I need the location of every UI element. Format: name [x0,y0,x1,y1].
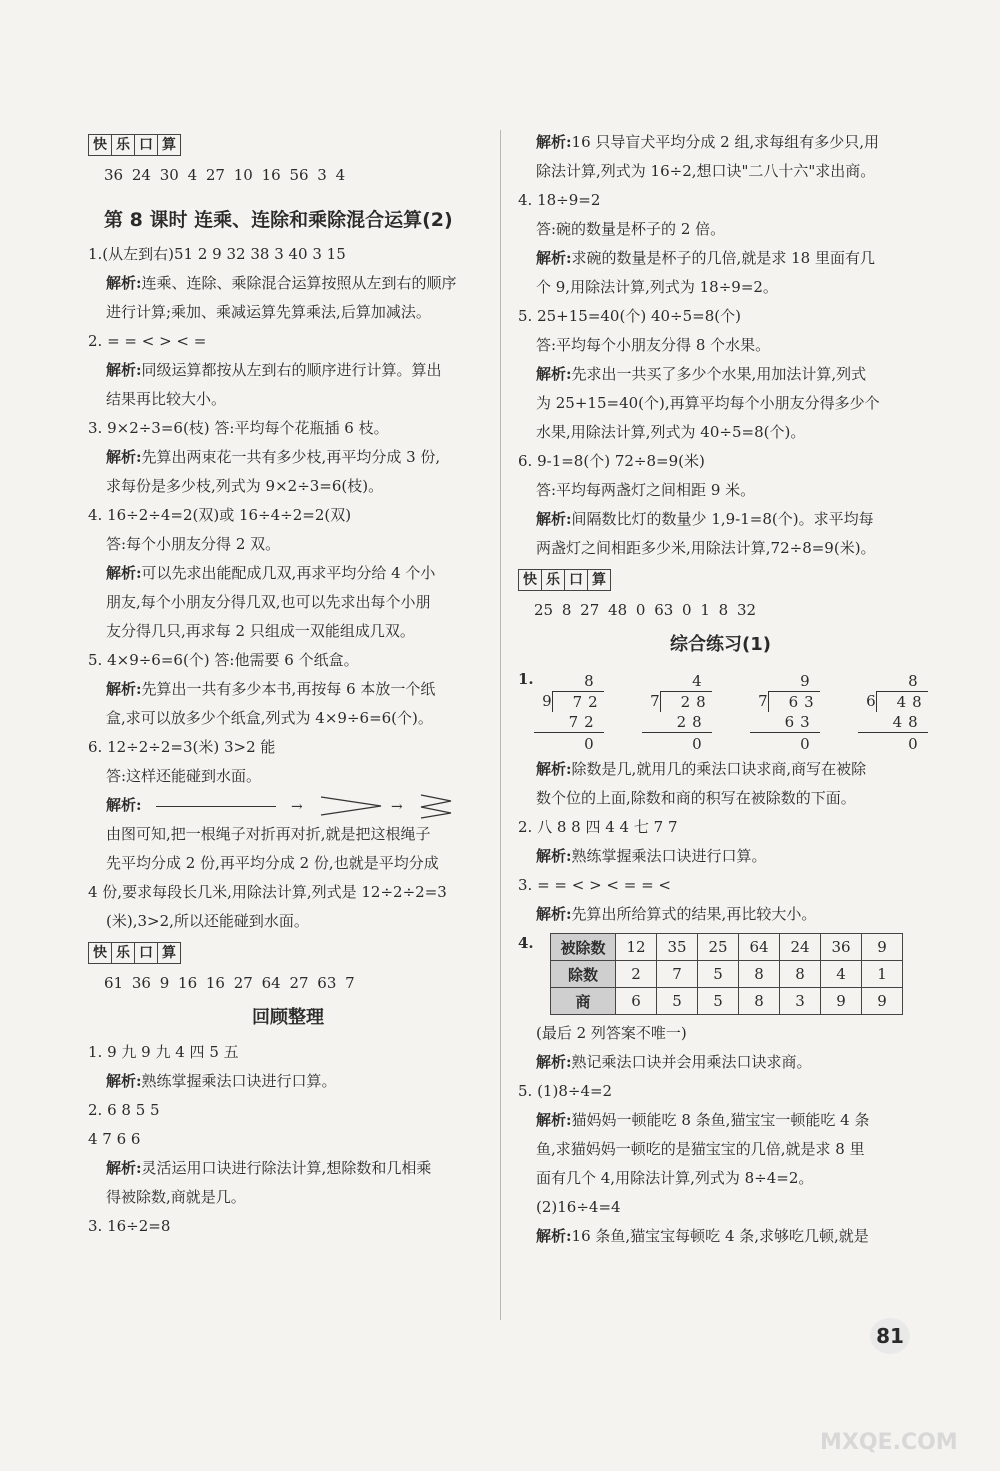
folded-rope-icon [291,793,461,819]
division-bracket [858,691,928,712]
table-cell: 12 [616,934,657,961]
answer-line: 数个位的上面,除数和商的积写在被除数的下面。 [536,789,856,807]
answer-line: 1. 9 九 9 九 4 四 5 五 [88,1043,239,1061]
answer-line: 5. 25+15=40(个) 40÷5=8(个) [518,307,741,325]
divisor: 9 [542,692,552,710]
jiexi-label: 解析: [536,133,572,151]
kuaile-char: 口 [135,943,158,963]
jiexi-label: 解析: [536,905,572,923]
quotient: 8 [584,672,594,690]
table-cell: 5 [698,988,739,1015]
table-row [551,934,903,961]
kuaile-char: 快 [519,570,542,590]
rope-line [156,806,276,807]
kuaile-kousuan-box [518,569,611,591]
division-table [550,933,903,1015]
answer-block [88,240,488,791]
answer-numbers: 25 8 27 48 0 63 0 1 8 32 [534,601,757,619]
division-bracket [642,691,712,712]
right-column [518,128,928,1251]
table-cell: 8 [780,961,821,988]
remainder: 0 [584,735,594,753]
jiexi-label: 解析: [106,564,142,582]
long-division [858,671,928,755]
division-bracket [750,691,820,712]
dividend: 63 [768,691,820,712]
answer-line: 3. 16÷2=8 [88,1217,171,1235]
answer-line: 4. 18÷9=2 [518,191,601,209]
answer-line: 4 份,要求每段长几米,用除法计算,列式是 12÷2÷2=3 [88,883,447,901]
jiexi-label: 解析: [106,1159,142,1177]
answer-block [88,1038,488,1241]
jiexi-label: 解析: [536,1111,572,1129]
table-cell: 25 [698,934,739,961]
answer-numbers: 36 24 30 4 27 10 16 56 3 4 [104,166,346,184]
answer-line: 答:平均每两盏灯之间相距 9 米。 [536,481,756,499]
answer-line: 解析:16 只导盲犬平均分成 2 组,求每组有多少只,用 [536,133,880,151]
question-label: 4. [518,934,534,952]
answer-block [518,1019,923,1251]
long-division [642,671,712,755]
answer-line: 解析:熟练掌握乘法口诀进行口算。 [536,847,767,865]
answer-line: 解析:先算出所给算式的结果,再比较大小。 [536,905,817,923]
answer-numbers: 61 36 9 16 16 27 64 27 63 7 [104,974,355,992]
answer-line: 答:平均每个小朋友分得 8 个水果。 [536,336,771,354]
answer-line: 答:碗的数量是杯子的 2 倍。 [536,220,726,238]
answer-line: 朋友,每个小朋友分得几双,也可以先求出每个小朋 [106,593,431,611]
kuaile-char: 快 [89,943,112,963]
kuaile-char: 算 [592,572,606,588]
quotient: 8 [908,672,918,690]
remainder: 0 [692,735,702,753]
answer-line: 答:这样还能碰到水面。 [106,767,262,785]
answer-block [88,820,488,936]
divisor: 6 [866,692,876,710]
kuaile-char: 口 [565,570,588,590]
answer-line: 3. = = < > < = = < [518,876,672,894]
dividend: 72 [552,691,604,712]
table-row [551,988,903,1015]
answer-line: 求每份是多少枝,列式为 9×2÷3=6(枝)。 [106,477,384,495]
table-cell: 9 [862,988,903,1015]
division-bracket [534,691,604,712]
long-division [534,671,604,755]
jiexi-label: 解析: [106,448,142,466]
dividend: 48 [876,691,928,712]
table-cell: 36 [821,934,862,961]
jiexi-label: 解析: [536,510,572,528]
long-division-row [518,665,928,755]
kuaile-char: 口 [135,135,158,155]
answer-line: 解析:可以先求出能配成几双,再求平均分给 4 个小 [106,564,436,582]
divisor: 7 [650,692,660,710]
quotient: 9 [800,672,810,690]
product: 28 [642,712,712,733]
section-title: 回顾整理 [252,1007,324,1028]
table-cell: 8 [739,961,780,988]
remainder: 0 [800,735,810,753]
answer-line: 解析:先算出一共有多少本书,再按每 6 本放一个纸 [106,680,436,698]
divisor: 7 [758,692,768,710]
section-title: 综合练习(1) [670,634,771,655]
left-column [88,128,488,1241]
answer-line: 4. 16÷2÷4=2(双)或 16÷4÷2=2(双) [88,506,352,524]
answer-line: 解析:先求出一共买了多少个水果,用加法计算,列式 [536,365,867,383]
jiexi-label: 解析: [106,680,142,698]
answer-line: 面有几个 4,用除法计算,列式为 8÷4=2。 [536,1169,814,1187]
product: 63 [750,712,820,733]
answer-line: (最后 2 列答案不唯一) [536,1024,687,1042]
table-cell: 4 [821,961,862,988]
answer-line: 6. 12÷2÷2=3(米) 3>2 能 [88,738,276,756]
kuaile-kousuan-box [88,942,181,964]
table-cell: 24 [780,934,821,961]
svg-text:→: → [391,799,403,815]
long-division [750,671,820,755]
answer-line: 3. 9×2÷3=6(枝) 答:平均每个花瓶插 6 枝。 [88,419,389,437]
table-cell: 6 [616,988,657,1015]
answer-line: 2. = = < > < = [88,332,207,350]
answer-line: 解析:灵活运用口诀进行除法计算,想除数和几相乘 [106,1159,432,1177]
answer-block [518,128,923,563]
watermark: MXQE.COM [820,1430,958,1455]
answer-line: 鱼,求猫妈妈一顿吃的是猫宝宝的几倍,就是求 8 里 [536,1140,865,1158]
table-row [551,961,903,988]
table-cell: 5 [657,988,698,1015]
answer-line: 解析:连乘、连除、乘除混合运算按照从左到右的顺序 [106,274,457,292]
table-cell: 7 [657,961,698,988]
answer-line: (2)16÷4=4 [536,1198,621,1216]
answer-line: 解析:除数是几,就用几的乘法口诀求商,商写在被除 [536,760,867,778]
rope-diagram [88,791,488,820]
jiexi-label: 解析: [106,274,142,292]
jiexi-label: 解析: [536,1227,572,1245]
answer-line: 6. 9-1=8(个) 72÷8=9(米) [518,452,705,470]
answer-line: 解析:猫妈妈一顿能吃 8 条鱼,猫宝宝一顿能吃 4 条 [536,1111,870,1129]
answer-line: 解析:熟记乘法口诀并会用乘法口诀求商。 [536,1053,812,1071]
answer-line: 水果,用除法计算,列式为 40÷5=8(个)。 [536,423,806,441]
jiexi-label: 解析: [106,1072,142,1090]
jiexi-label: 解析: [536,365,572,383]
kuaile-char: 算 [162,137,176,153]
answer-line: 解析:熟练掌握乘法口诀进行口算。 [106,1072,337,1090]
answer-line: 2. 6 8 5 5 [88,1101,160,1119]
jiexi-label: 解析: [106,796,142,814]
table-cell: 5 [698,961,739,988]
jiexi-label: 解析: [536,760,572,778]
quotient: 4 [692,672,702,690]
answer-line: 先平均分成 2 份,再平均分成 2 份,也就是平均分成 [106,854,439,872]
answer-line: 除法计算,列式为 16÷2,想口诀"二八十六"求出商。 [536,162,876,180]
jiexi-label: 解析: [536,1053,572,1071]
answer-line: 解析:求碗的数量是杯子的几倍,就是求 18 里面有几 [536,249,875,267]
kuaile-char: 乐 [112,135,135,155]
answer-line: 友分得几只,再求每 2 只组成一双能组成几双。 [106,622,415,640]
answer-line: 4 7 6 6 [88,1130,141,1148]
answer-line: 个 9,用除法计算,列式为 18÷9=2。 [536,278,778,296]
jiexi-label: 解析: [106,361,142,379]
row-header: 被除数 [551,934,616,961]
answer-line: 解析:同级运算都按从左到右的顺序进行计算。算出 [106,361,442,379]
answer-line: 得被除数,商就是几。 [106,1188,246,1206]
table-cell: 2 [616,961,657,988]
answer-line: 为 25+15=40(个),再算平均每个小朋友分得多少个 [536,394,880,412]
answer-line: 5. 4×9÷6=6(个) 答:他需要 6 个纸盒。 [88,651,359,669]
division-table-row [518,929,923,1019]
column-divider [500,130,501,1320]
page-number: 81 [870,1318,910,1354]
table-cell: 35 [657,934,698,961]
answer-line: 解析:16 条鱼,猫宝宝每顿吃 4 条,求够吃几顿,就是 [536,1227,869,1245]
product: 48 [858,712,928,733]
answer-line: 解析:间隔数比灯的数量少 1,9-1=8(个)。求平均每 [536,510,874,528]
long-division-list [534,671,928,755]
table-cell: 3 [780,988,821,1015]
row-header: 商 [551,988,616,1015]
question-label: 1. [518,670,534,688]
dividend: 28 [660,691,712,712]
answer-line: 进行计算;乘加、乘减运算先算乘法,后算加减法。 [106,303,431,321]
answer-line: 两盏灯之间相距多少米,用除法计算,72÷8=9(米)。 [536,539,876,557]
product: 72 [534,712,604,733]
answer-line: 盒,求可以放多少个纸盒,列式为 4×9÷6=6(个)。 [106,709,433,727]
answer-block [518,755,923,929]
jiexi-label: 解析: [536,249,572,267]
answer-line: 解析:先算出两束花一共有多少枝,再平均分成 3 份, [106,448,441,466]
table-cell: 9 [862,934,903,961]
table-cell: 9 [821,988,862,1015]
row-header: 除数 [551,961,616,988]
answer-line: (米),3>2,所以还能碰到水面。 [106,912,309,930]
table-cell: 64 [739,934,780,961]
kuaile-char: 快 [89,135,112,155]
answer-line: 5. (1)8÷4=2 [518,1082,613,1100]
answer-line: 2. 八 8 8 四 4 4 七 7 7 [518,818,678,836]
kuaile-char: 乐 [542,570,565,590]
lesson-title: 第 8 课时 连乘、连除和乘除混合运算(2) [104,209,453,231]
svg-text:→: → [291,799,303,815]
answer-line: 答:每个小朋友分得 2 双。 [106,535,281,553]
remainder: 0 [908,735,918,753]
kuaile-kousuan-box [88,134,181,156]
kuaile-char: 算 [162,945,176,961]
jiexi-label: 解析: [536,847,572,865]
kuaile-char: 乐 [112,943,135,963]
table-cell: 8 [739,988,780,1015]
answer-line: 由图可知,把一根绳子对折再对折,就是把这根绳子 [106,825,431,843]
table-cell: 1 [862,961,903,988]
answer-line: 1.(从左到右)51 2 9 32 38 3 40 3 15 [88,245,346,263]
answer-line: 结果再比较大小。 [106,390,227,408]
